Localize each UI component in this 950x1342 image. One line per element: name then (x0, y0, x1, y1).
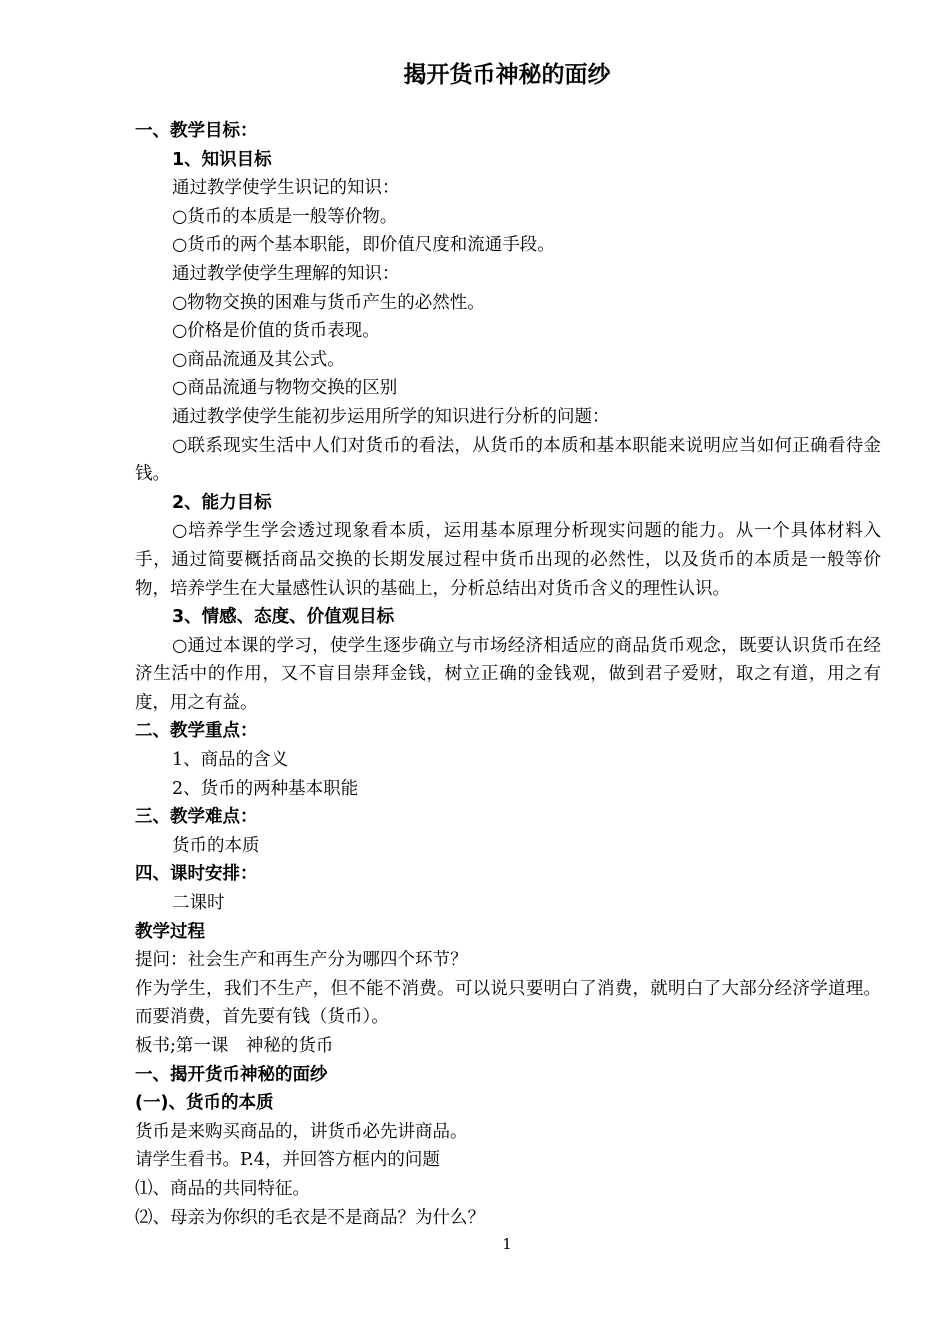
paragraph-line: 请学生看书。P.4，并回答方框内的问题 (135, 1150, 440, 1171)
paragraph-line: ⑴、商品的共同特征。 (135, 1178, 310, 1199)
paragraph-line: ○货币的两个基本职能，即价值尺度和流通手段。 (172, 235, 555, 256)
paragraph-line: 2、货币的两种基本职能 (172, 778, 359, 799)
section-heading: 一、教学目标： (135, 121, 258, 141)
page-number: 1 (502, 1235, 512, 1253)
paragraph-line: ○货币的本质是一般等价物。 (172, 206, 398, 227)
paragraph-line: ○商品流通与物物交换的区别 (172, 378, 398, 399)
paragraph-line: 通过教学使学生理解的知识： (172, 263, 400, 284)
paragraph-line: 二课时 (172, 893, 225, 914)
paragraph-line: ○联系现实生活中人们对货币的看法，从货币的本质和基本职能来说明应当如何正确看待金钱。 (135, 435, 881, 485)
paragraph-line: 作为学生，我们不生产，但不能不消费。可以说只要明白了消费，就明白了大部分经济学道理。而要消费，首先要有钱（货币）。 (135, 978, 881, 1028)
paragraph-line: 1、商品的含义 (172, 750, 289, 771)
section-heading: (一)、货币的本质 (135, 1093, 274, 1114)
paragraph-line: ○培养学生学会透过现象看本质，运用基本原理分析现实问题的能力。从一个具体材料入手，通过简要概括商品交换的长期发展过程中货币出现的必然性，以及货币的本质是一般等价物，培养学生在大量感性认识的基础上，分析总结出对货币含义的理性认识。 (135, 521, 881, 599)
paragraph-line: ⑵、母亲为你织的毛衣是不是商品？为什么？ (135, 1207, 485, 1228)
section-heading: 四、课时安排： (135, 864, 258, 885)
paragraph-line: ○物物交换的困难与货币产生的必然性。 (172, 292, 485, 313)
paragraph-line: ○商品流通及其公式。 (172, 349, 345, 370)
paragraph-line: ○通过本课的学习，使学生逐步确立与市场经济相适应的商品货币观念，既要认识货币在经济生活中的作用，又不盲目崇拜金钱，树立正确的金钱观，做到君子爱财，取之有道，用之有度，用之有益。 (135, 635, 881, 713)
section-heading: 1、知识目标 (172, 149, 272, 170)
section-heading: 2、能力目标 (172, 492, 272, 513)
section-heading: 二、教学重点： (135, 721, 258, 742)
paragraph-line: 通过教学使学生能初步运用所学的知识进行分析的问题： (172, 406, 610, 427)
paragraph-line: 货币的本质 (172, 835, 260, 856)
section-heading: 一、揭开货币神秘的面纱 (135, 1064, 328, 1085)
paragraph-line: 板书;第一课 神秘的货币 (135, 1036, 334, 1056)
paragraph-line: 货币是来购买商品的，讲货币必先讲商品。 (135, 1121, 468, 1142)
section-heading: 教学过程 (135, 921, 205, 942)
paragraph-line: 通过教学使学生识记的知识： (172, 178, 400, 199)
section-heading: 三、教学难点： (135, 807, 258, 828)
paragraph-line: 提问：社会生产和再生产分为哪四个环节？ (135, 950, 468, 971)
document-body (135, 117, 881, 1232)
document-title: 揭开货币神秘的面纱 (403, 62, 611, 88)
section-heading: 3、情感、态度、价值观目标 (172, 607, 395, 628)
paragraph-line: ○价格是价值的货币表现。 (172, 321, 380, 342)
